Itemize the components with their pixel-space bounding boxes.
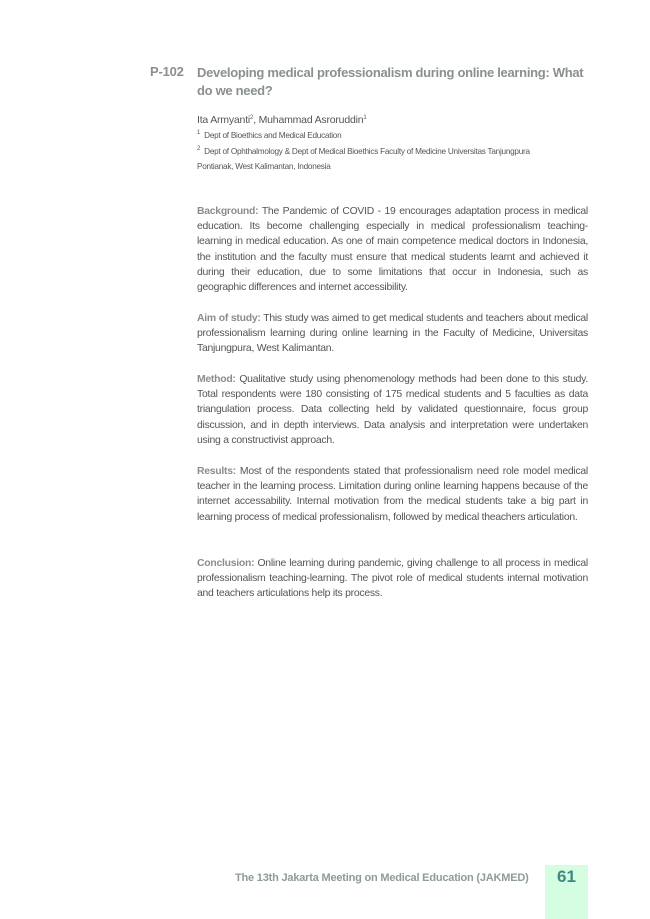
section-conclusion [197, 556, 588, 602]
affiliation-continuation: Pontianak, West Kalimantan, Indonesia [197, 162, 331, 171]
author-separator: , [253, 114, 259, 126]
section-text: Online learning during pandemic, giving challenge to all process in medical professionalism teaching-learning. The pivot role of medical students internal motivation and teachers articulations help its process. [197, 558, 588, 600]
section-text: The Pandemic of COVID - 19 encourages adaptation process in medical education. Its become challenging especially in medical professionalism teaching- learning in medical education. As one of main competence medical doctors in Indonesia, the institution and the faculty must ensure that medical students learnt and achieved it during their education, due to some limitations that occur in Indonesia, such as geographic differences and internet accessibility. [197, 206, 588, 294]
page-number: 61 [557, 867, 576, 886]
section-label: Method: [197, 374, 236, 385]
section-label: Aim of study: [197, 313, 261, 324]
author-affiliation-mark: 1 [363, 115, 367, 121]
section-method [197, 372, 588, 448]
abstract-title: Developing medical professionalism during online learning: What do we need? [197, 65, 584, 98]
section-label: Results: [197, 466, 236, 477]
affiliation-text: Dept of Ophthalmology & Dept of Medical Bioethics Faculty of Medicine Universitas Tanjungpura [204, 147, 530, 156]
affiliation [197, 131, 341, 140]
abstract-code: P-102 [150, 64, 184, 79]
affiliation [197, 147, 530, 156]
author-name: Muhammad Asroruddin [258, 114, 364, 126]
section-background [197, 204, 588, 295]
author-name: Ita Armyanti [197, 114, 251, 126]
section-text: This study was aimed to get medical students and teachers about medical professionalism learning during online learning in the Faculty of Medicine, Universitas Tanjungpura, West Kalimantan. [197, 313, 588, 355]
section-aim [197, 311, 588, 357]
section-results [197, 464, 588, 525]
author-list [197, 114, 367, 126]
affiliation-mark: 1 [197, 130, 201, 136]
affiliation-text: Dept of Bioethics and Medical Education [204, 131, 342, 140]
affiliation-mark: 2 [197, 146, 201, 152]
section-label: Conclusion: [197, 558, 255, 569]
author-affiliation-mark: 2 [250, 115, 254, 121]
section-label: Background: [197, 206, 259, 217]
footer-conference-name: The 13th Jakarta Meeting on Medical Education (JAKMED) [235, 872, 529, 884]
section-text: Most of the respondents stated that professionalism need role model medical teacher in the learning process. Limitation during online learning happens because of the internet accessability. Internal motivation from the medical students take a big part in learning process of medical professionalism, followed by medical theachers articulation. [197, 466, 588, 523]
section-text: Qualitative study using phenomenology methods had been done to this study. Total respondents were 180 consisting of 175 medical students and 5 faculties as data triangulation process. Data collecting held by validated questionnaire, focus group discussion, and in depth interviews. Data analysis and interpretation were undertaken using a constructivist approach. [197, 374, 588, 446]
page-number-box [545, 865, 588, 919]
